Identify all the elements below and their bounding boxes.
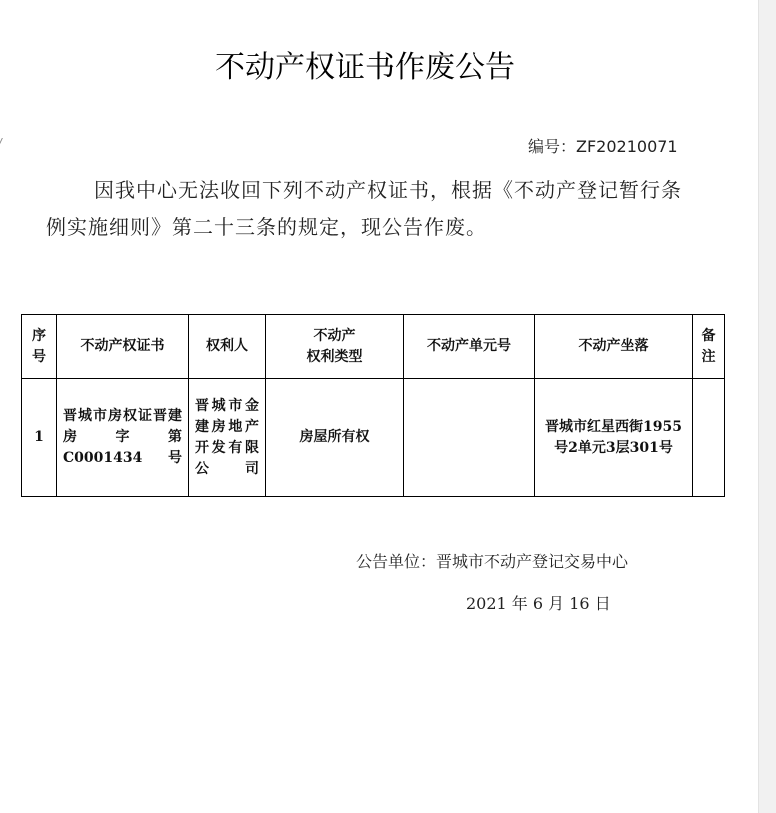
header-unit-number: 不动产单元号 [404, 315, 535, 379]
cell-holder: 晋城市金建房地产开发有限公司 [189, 379, 266, 497]
cell-seq: 1 [22, 379, 57, 497]
cell-unit-number [404, 379, 535, 497]
header-remark: 备注 [693, 315, 725, 379]
header-holder: 权利人 [189, 315, 266, 379]
certificate-table [21, 314, 725, 497]
header-right-type: 不动产 权利类型 [266, 315, 404, 379]
cell-right-type: 房屋所有权 [266, 379, 404, 497]
issue-date: 2021 年 6 月 16 日 [466, 594, 611, 613]
page-edge-mark [0, 138, 6, 146]
header-seq: 序号 [22, 315, 57, 379]
announcement-paragraph: 因我中心无法收回下列不动产权证书，根据《不动产登记暂行条例实施细则》第二十三条的规定，现公告作废。 [46, 178, 682, 239]
header-location: 不动产坐落 [535, 315, 693, 379]
window-scroll-edge[interactable] [758, 0, 776, 813]
document-number: 编号：ZF20210071 [528, 137, 678, 156]
cell-certificate: 晋城市房权证晋建房字第C0001434号 [57, 379, 189, 497]
page-title: 不动产权证书作废公告 [215, 50, 515, 85]
issuer-line: 公告单位：晋城市不动产登记交易中心 [356, 552, 629, 571]
table-header-row [22, 315, 725, 379]
cell-location: 晋城市红星西街1955号2单元3层301号 [535, 379, 693, 497]
header-certificate: 不动产权证书 [57, 315, 189, 379]
table-row [22, 379, 725, 497]
cell-remark [693, 379, 725, 497]
